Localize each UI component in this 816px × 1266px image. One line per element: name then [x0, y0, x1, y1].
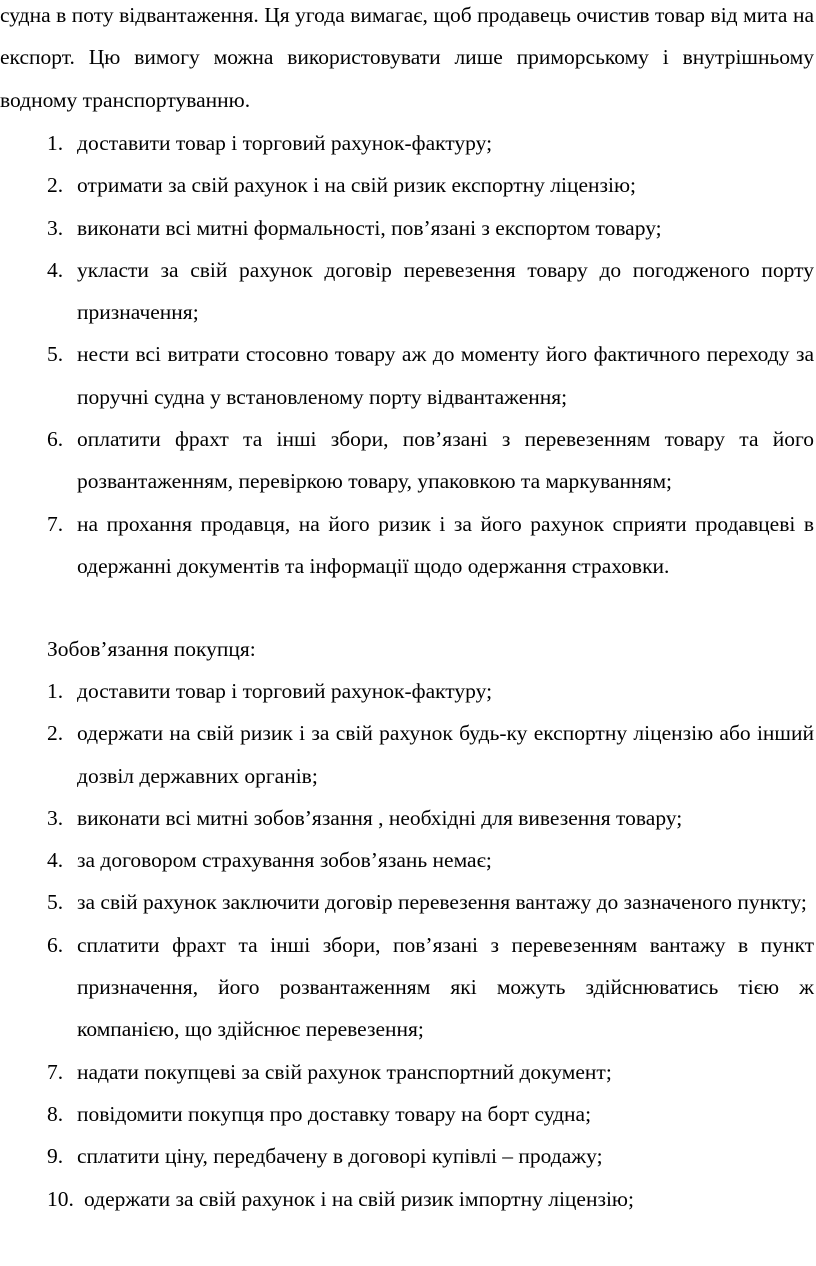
list-item-text: за свій рахунок заключити договір перевезення вантажу до зазначеного пункту;	[77, 890, 807, 915]
list-item-number: 6.	[47, 932, 64, 957]
buyer-obligations-list	[0, 670, 814, 1220]
list-item-text: надати покупцеві за свій рахунок транспортний документ;	[77, 1059, 612, 1084]
list-item-number: 4.	[47, 257, 64, 282]
intro-paragraph: судна в поту відвантаження. Ця угода вимагає, щоб продавець очистив товар від мита на експорт. Цю вимогу можна використовувати лише приморському і внутрішньому водному транспортуванню.	[0, 3, 814, 112]
list-item-number: 4.	[47, 848, 64, 873]
list-item-number: 10.	[47, 1186, 74, 1211]
list-item-number: 8.	[47, 1101, 64, 1126]
list-item	[0, 839, 814, 881]
list-item-text: оплатити фрахт та інші збори, пов’язані з перевезенням товару та його розвантаженням, перевіркою товару, упаковкою та маркуванням;	[77, 427, 814, 494]
list-item	[0, 881, 814, 923]
list-item-text: доставити товар і торговий рахунок-фактуру;	[77, 679, 493, 703]
list-item-number: 3.	[47, 215, 64, 240]
list-item-number: 9.	[47, 1144, 64, 1169]
list-item-number: 1.	[47, 679, 64, 703]
list-item	[0, 670, 814, 712]
list-item-text: укласти за свій рахунок договір перевезення товару до погодженого порту призначення;	[77, 257, 814, 325]
list-item-text: виконати всі митні зобов’язання , необхідні для вивезення товару;	[77, 805, 683, 830]
list-item-number: 7.	[47, 511, 64, 536]
list-item-number: 2.	[47, 721, 64, 746]
list-item-number: 2.	[47, 173, 64, 198]
list-item-text: повідомити покупця про доставку товару на борт судна;	[77, 1101, 592, 1126]
list-item-text: отримати за свій рахунок і на свій ризик експортну ліцензію;	[77, 173, 637, 198]
list-item	[0, 924, 814, 1051]
list-item	[0, 503, 814, 588]
list-item-text: сплатити ціну, передбачену в договорі купівлі – продажу;	[77, 1144, 603, 1169]
list-item-text: нести всі витрати стосовно товару аж до моменту його фактичного переходу за поручні судна у встановленому порту відвантаження;	[77, 342, 814, 409]
list-item-number: 5.	[47, 342, 64, 367]
list-item	[0, 1178, 814, 1220]
list-item-text: на прохання продавця, на його ризик і за його рахунок сприяти продавцеві в одержанні документів та інформації щодо одержання страховки.	[77, 511, 814, 578]
buyer-obligations-heading: Зобов’язання покупця:	[47, 637, 256, 661]
list-item	[0, 1135, 814, 1177]
list-item	[0, 164, 814, 206]
list-item-text: одержати на свій ризик і за свій рахунок будь-ку експортну ліцензію або інший дозвіл державних органів;	[77, 721, 814, 788]
list-item-number: 3.	[47, 805, 64, 830]
list-item	[0, 1051, 814, 1093]
list-item	[0, 1093, 814, 1135]
list-item	[0, 122, 814, 164]
list-item	[0, 418, 814, 503]
list-item	[0, 207, 814, 249]
list-item-text: сплатити фрахт та інші збори, пов’язані з перевезенням вантажу в пункт призначення, його розвантаженням які можуть здійснюватись тією ж компанією, що здійснює перевезення;	[77, 932, 814, 1042]
list-item	[0, 797, 814, 839]
list-item-text: доставити товар і торговий рахунок-фактуру;	[77, 131, 493, 155]
list-item-number: 5.	[47, 890, 64, 915]
list-item	[0, 333, 814, 418]
list-item	[0, 712, 814, 797]
seller-obligations-list	[0, 122, 814, 587]
list-item	[0, 249, 814, 334]
list-item-text: за договором страхування зобов’язань немає;	[77, 848, 492, 873]
list-item-number: 7.	[47, 1059, 64, 1084]
list-item-number: 6.	[47, 427, 64, 452]
list-item-number: 1.	[47, 131, 64, 155]
list-item-text: одержати за свій рахунок і на свій ризик імпортну ліцензію;	[84, 1186, 634, 1211]
list-item-text: виконати всі митні формальності, пов’язані з експортом товару;	[77, 215, 662, 240]
